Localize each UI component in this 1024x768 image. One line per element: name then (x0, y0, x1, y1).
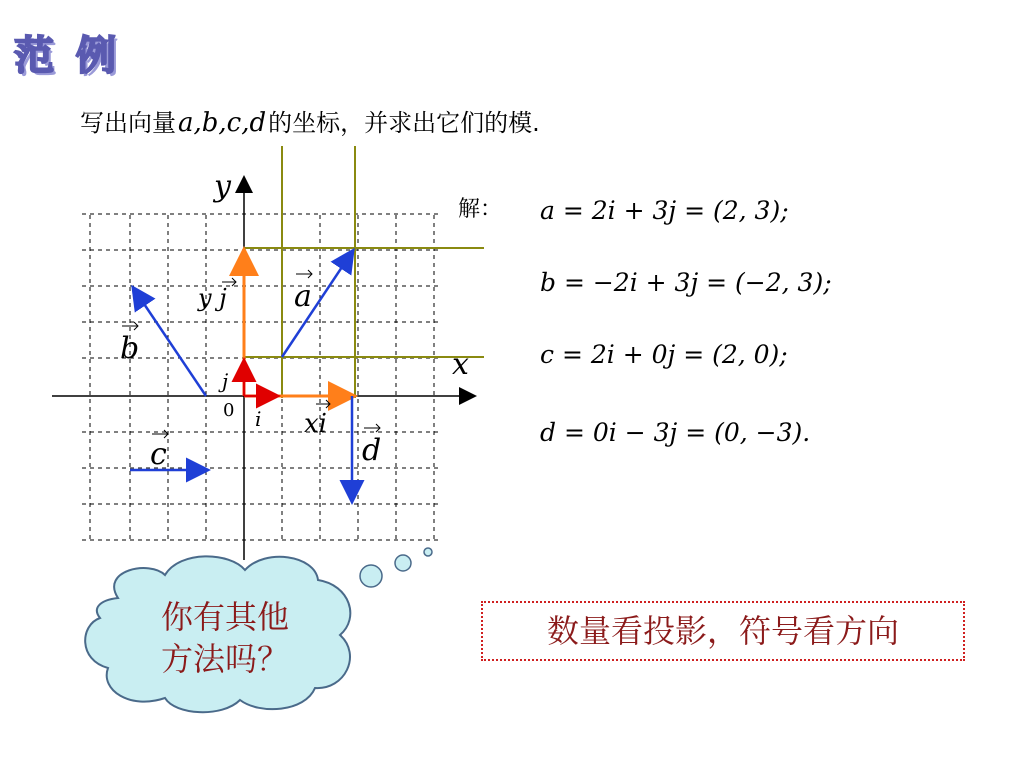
label-b: b (120, 331, 140, 366)
equation-b: b = −2i + 3j = (−2, 3); (540, 268, 832, 297)
equation-a: a = 2i + 3j = (2, 3); (540, 196, 789, 225)
vector-b-arrow (134, 289, 206, 396)
cloud-question (140, 596, 310, 680)
equation-c: c = 2i + 0j = (2, 0); (540, 340, 788, 369)
cloud-bubble-medium (395, 555, 411, 571)
vector-arrow-accents (122, 270, 380, 438)
origin-label: 0 (223, 400, 235, 421)
solution-label: 解： (458, 197, 503, 222)
label-yj: y j (198, 284, 227, 312)
equation-d: d = 0i − 3j = (0, −3). (540, 418, 811, 447)
cloud-bubble-large (360, 565, 382, 587)
key-point-text: 数量看投影，符号看方向 (546, 612, 899, 650)
vector-a-arrow (282, 252, 352, 357)
cloud-question-line1: 你有其他 (160, 598, 289, 636)
x-axis-label: x (452, 347, 469, 382)
cloud-question-line2: 方法吗？ (160, 640, 289, 678)
label-a: a (294, 279, 312, 314)
prompt-after: 的坐标，并求出它们的模. (268, 109, 540, 137)
key-point-box (481, 601, 965, 661)
label-j: j (222, 369, 229, 393)
prompt-vectors: a,b,c,d (178, 108, 267, 138)
projection-guide-lines (244, 146, 484, 398)
dashed-grid (82, 214, 440, 540)
label-i: i (255, 407, 262, 431)
slide-title-badge: 范 例 (14, 33, 120, 79)
label-xi: xi (304, 409, 327, 439)
y-axis-label: y (214, 169, 231, 204)
label-c: c (150, 437, 167, 472)
cloud-bubble-small (424, 548, 432, 556)
prompt-before: 写出向量 (80, 109, 176, 137)
label-d: d (362, 433, 382, 468)
